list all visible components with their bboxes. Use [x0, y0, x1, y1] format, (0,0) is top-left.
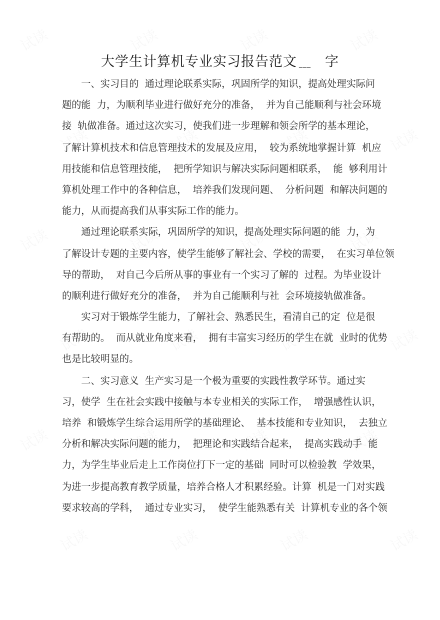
body-line: 通过理论联系实际，巩固所学的知识，提高处理实际问题的能 力，为: [62, 227, 376, 239]
body-line: 要求较高的学科， 通过专业实习， 使学生能熟悉有关 计算机专业的各个领: [62, 502, 388, 514]
body-line: 导的帮助， 对自己今后所从事的事业有一个实习了解的 过程。为毕业设计: [62, 269, 382, 281]
body-line: 算机处理工作中的各种信息， 培养我们发现问题、 分析问题 和解决问题的: [62, 184, 388, 196]
watermark-text: [57, 524, 91, 555]
watermark-text: [17, 224, 51, 255]
body-line: 题的能 力，为顺利毕业进行做好充分的准备， 并为自己能顺利与社会环境: [62, 100, 382, 112]
document-title: [0, 50, 440, 70]
body-line: 用技能和信息管理技能， 把所学知识与解决实际问题相联系， 能 够利用计: [62, 163, 388, 175]
watermark-text: [387, 524, 421, 555]
body-line: 也是比较明显的。: [62, 354, 139, 366]
body-line: 能力，从而提高我们从事实际工作的能力。: [62, 206, 245, 218]
body-line: 二、实习意义 生产实习是一个极为重要的实践性教学环节。通过实: [62, 375, 366, 387]
body-line: 为进一步提高教育教学质量，培养合格人才积累经验。计算 机是一门对实践: [62, 481, 385, 493]
body-line: 培养 和锻炼学生综合运用所学的基础理论、 基本技能和专业知识， 去独立: [62, 418, 388, 429]
watermark-text: [387, 124, 421, 155]
body-line: 有帮助的。 而从就业角度来看， 拥有丰富实习经历的学生在就 业时的优势: [62, 333, 388, 345]
watermark-text: [17, 424, 51, 455]
body-line: 一、实习目的 通过理论联系实际，巩固所学的知识，提高处理实际问: [62, 79, 376, 90]
body-line: 力，为学生毕业后走上工作岗位打下一定的基础 同时可以检验教 学效果，: [62, 460, 382, 472]
body-line: 接 轨做准备。通过这次实习，使我们进一步理解和领会所学的基本理论，: [62, 121, 376, 133]
title-text: 大学生计算机专业实习报告范文: [101, 54, 297, 70]
title-suffix: 字: [325, 54, 339, 70]
watermark-text: [277, 524, 311, 555]
body-line: 了解计算机技术和信息管理技术的发展及应用， 较为系统地掌握计算 机应: [62, 142, 382, 154]
body-line: 习，使学 生在社会实践中接触与本专业相关的实际工作， 增强感性认识，: [62, 396, 382, 408]
body-line: 的顺利进行做好充分的准备， 并为自己能顺利与社 会环境接轨做准备。: [62, 290, 372, 302]
body-line: 实习对于锻炼学生能力，了解社会、熟悉民生，看清自己的定 位是很: [62, 312, 376, 324]
title-placeholder: ___: [299, 60, 311, 68]
watermark-text: [167, 524, 201, 555]
watermark-text: [387, 324, 421, 355]
body-line: 了解设计专题的主要内容，使学生能够了解社会、学校的需要， 在实习单位领: [62, 248, 395, 260]
body-line: 分析和解决实际问题的能力， 把理论和实践结合起来， 提高实践动手 能: [62, 439, 378, 451]
document-body: [62, 74, 395, 519]
